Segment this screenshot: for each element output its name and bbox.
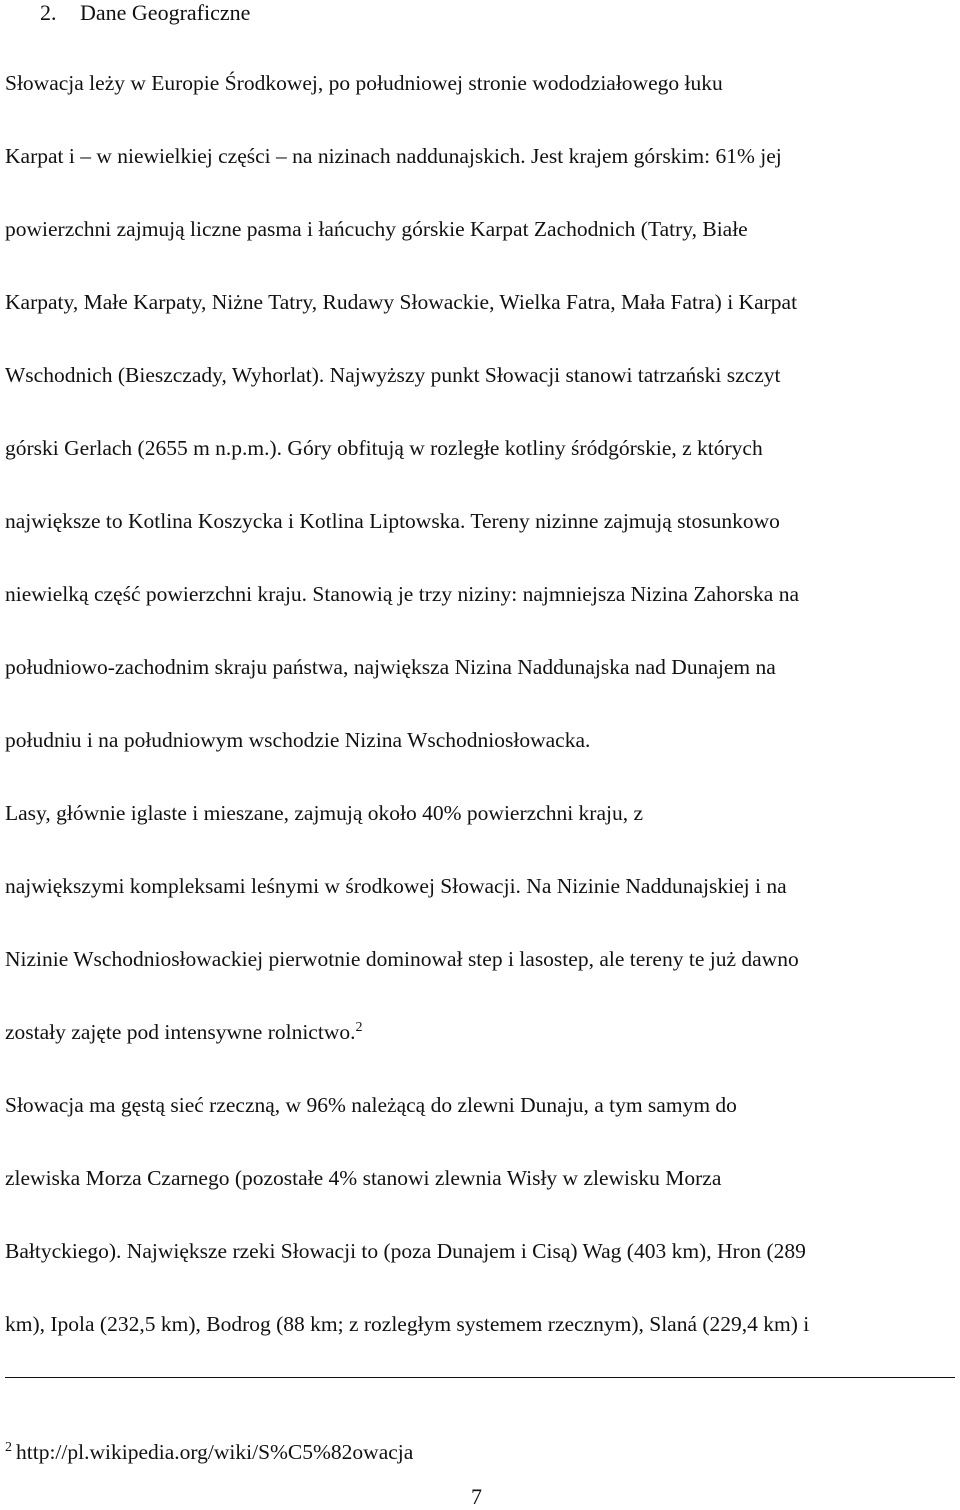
- body-line-with-footnote: [5, 1018, 362, 1046]
- body-line: południowo-zachodnim skraju państwa, największa Nizina Naddunajska nad Dunajem na: [5, 655, 776, 679]
- body-line: Nizinie Wschodniosłowackiej pierwotnie dominował step i lasostep, ale tereny te już dawno: [5, 947, 799, 971]
- footnote: [5, 1438, 413, 1466]
- body-line: powierzchni zajmują liczne pasma i łańcuchy górskie Karpat Zachodnich (Tatry, Białe: [5, 217, 748, 241]
- footnote-mark: 2: [5, 1439, 12, 1455]
- body-line: Wschodnich (Bieszczady, Wyhorlat). Najwyższy punkt Słowacji stanowi tatrzański szczyt: [5, 363, 781, 387]
- body-line: Lasy, głównie iglaste i mieszane, zajmują około 40% powierzchni kraju, z: [5, 801, 644, 825]
- section-title: Dane Geograficzne: [80, 0, 251, 25]
- footnote-separator: [5, 1377, 955, 1378]
- body-line: Bałtyckiego). Największe rzeki Słowacji to (poza Dunajem i Cisą) Wag (403 km), Hron (289: [5, 1239, 806, 1263]
- body-line: km), Ipola (232,5 km), Bodrog (88 km; z rozległym systemem rzecznym), Slaná (229,4 km) i: [5, 1312, 810, 1336]
- footnote-link[interactable]: http://pl.wikipedia.org/wiki/S%C5%82owacja: [16, 1440, 414, 1464]
- body-line: południu i na południowym wschodzie Nizina Wschodniosłowacka.: [5, 728, 591, 752]
- page-number: 7: [471, 1484, 482, 1509]
- section-number: 2.: [40, 0, 57, 25]
- body-line: Karpat i – w niewielkiej części – na nizinach naddunajskich. Jest krajem górskim: 61% jej: [5, 144, 782, 168]
- body-line: zlewiska Morza Czarnego (pozostałe 4% stanowi zlewnia Wisły w zlewisku Morza: [5, 1166, 722, 1190]
- body-line: Słowacja leży w Europie Środkowej, po południowej stronie wododziałowego łuku: [5, 71, 723, 95]
- section-heading: [40, 0, 250, 26]
- body-line: niewielką część powierzchni kraju. Stanowią je trzy niziny: najmniejsza Nizina Zahorska na: [5, 582, 799, 606]
- body-line: największe to Kotlina Koszycka i Kotlina Liptowska. Tereny nizinne zajmują stosunkowo: [5, 509, 780, 533]
- body-line: największymi kompleksami leśnymi w środkowej Słowacji. Na Nizinie Naddunajskiej i na: [5, 874, 787, 898]
- body-line: górski Gerlach (2655 m n.p.m.). Góry obfitują w rozległe kotliny śródgórskie, z których: [5, 436, 763, 460]
- body-line: Słowacja ma gęstą sieć rzeczną, w 96% należącą do zlewni Dunaju, a tym samym do: [5, 1093, 737, 1117]
- body-line-text: zostały zajęte pod intensywne rolnictwo.: [5, 1020, 356, 1044]
- body-line: Karpaty, Małe Karpaty, Niżne Tatry, Rudawy Słowackie, Wielka Fatra, Mała Fatra) i Karpat: [5, 290, 798, 314]
- footnote-reference[interactable]: 2: [355, 1019, 363, 1035]
